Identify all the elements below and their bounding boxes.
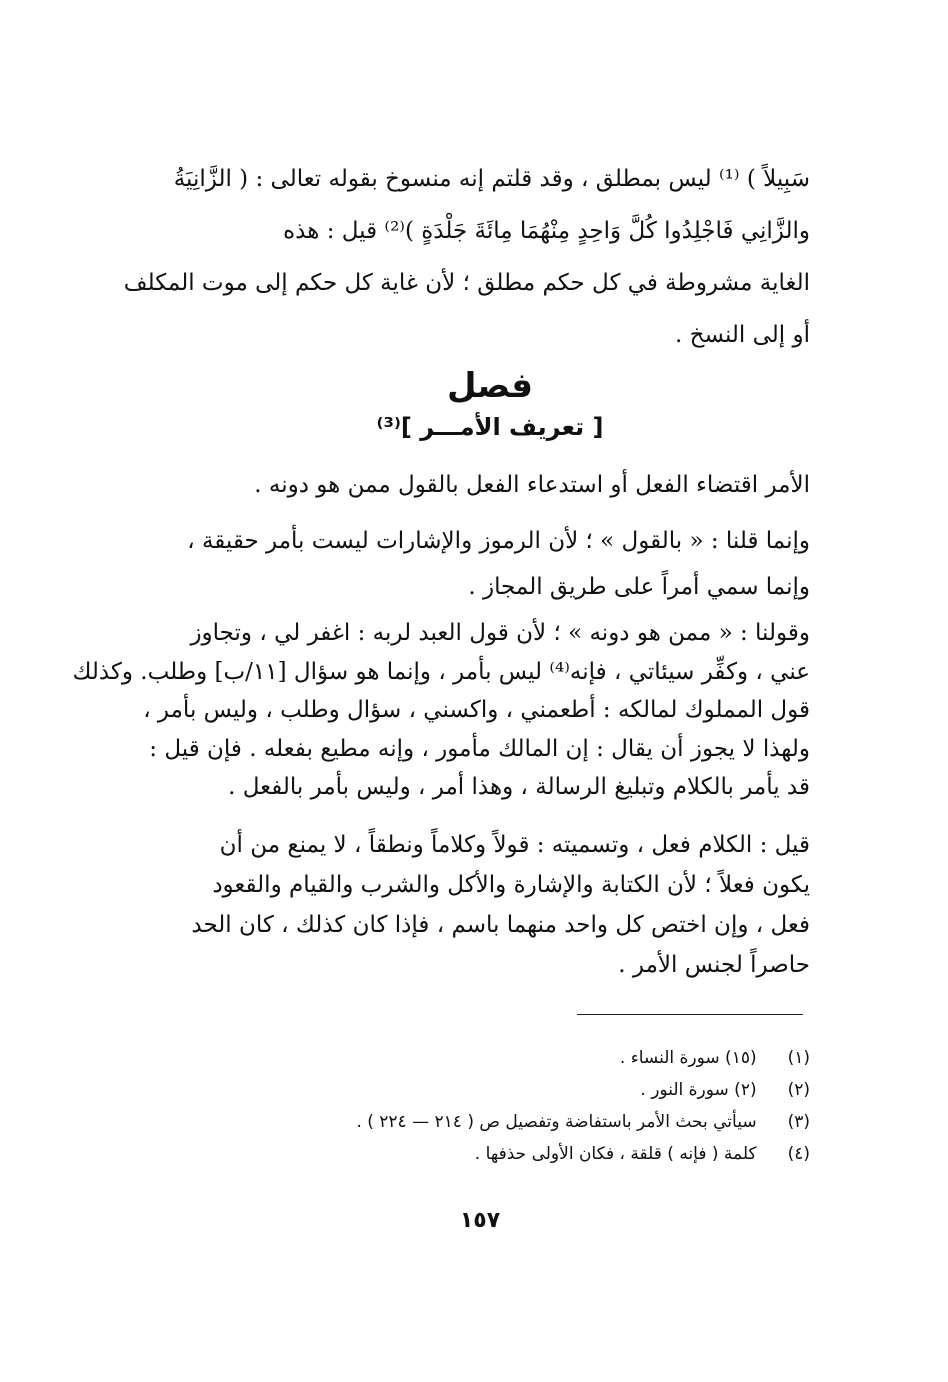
paragraph-inferior [72, 620, 810, 815]
footnotes [170, 1046, 810, 1174]
paragraph-definition [170, 474, 810, 524]
text-line: وإنما سمي أمراً على طريق المجاز . [468, 574, 810, 600]
text-line: قيل : الكلام فعل ، وتسميته : قولاً وكلاماً ونطقاً ، لا يمنع من أن [219, 832, 810, 858]
section-subtitle: [ تعريف الأمـــر ]⁽³⁾ [376, 413, 604, 441]
footnote-number: (٣) [787, 1112, 810, 1132]
text-line: قد يأمر بالكلام وتبليغ الرسالة ، وهذا أمر ، وليس بأمر بالفعل . [228, 774, 810, 800]
footnote-text: (٢) سورة النور . [640, 1080, 757, 1100]
text-line: يكون فعلاً ؛ لأن الكتابة والإشارة والأكل والشرب والقيام والقعود [212, 872, 810, 898]
footnote-text: (١٥) سورة النساء . [619, 1048, 757, 1068]
footnote-text: سيأتي بحث الأمر باستفاضة وتفصيل ص ( ٢١٤ — ٢٢٤ ) . [356, 1112, 757, 1132]
footnote-number: (١) [787, 1048, 810, 1068]
paragraph-speech-is-act [170, 834, 810, 994]
text-line: قول المملوك لمالكه : أطعمني ، واكسني ، سؤال وطلب ، وليس بأمر ، [143, 697, 810, 723]
text-line: حاصراً لجنس الأمر . [618, 952, 810, 978]
intro-paragraph [123, 166, 810, 376]
footnote [170, 1142, 810, 1174]
text-line: سَبِيلاً ) ⁽¹⁾ ليس بمطلق ، وقد قلتم إنه منسوخ بقوله تعالى : ( الزَّانِيَةُ [173, 166, 810, 192]
text-line: فعل ، وإن اختص كل واحد منهما باسم ، فإذا كان كذلك ، كان الحد [191, 912, 810, 938]
text-line: وقولنا : « ممن هو دونه » ؛ لأن قول العبد لربه : اغفر لي ، وتجاوز [190, 620, 810, 646]
text-line: وإنما قلنا : « بالقول » ؛ لأن الرموز والإشارات ليست بأمر حقيقة ، [187, 528, 810, 554]
text-line: ولهذا لا يجوز أن يقال : إن المالك مأمور ، وإنه مطيع بفعله . فإن قيل : [149, 735, 810, 762]
text-line: الأمر اقتضاء الفعل أو استدعاء الفعل بالقول ممن هو دونه . [254, 472, 810, 498]
footnote [170, 1078, 810, 1110]
footnote-number: (٢) [787, 1080, 810, 1100]
page-number: ١٥٧ [459, 1208, 501, 1233]
text-line: والزَّانِي فَاجْلِدُوا كُلَّ وَاحِدٍ مِنْهُمَا مِائَةَ جَلْدَةٍ )⁽²⁾ قيل : هذه [283, 218, 810, 244]
footnote [170, 1046, 810, 1078]
text-line: عني ، وكفِّر سيئاتي ، فإنه⁽⁴⁾ ليس بأمر ، وإنما هو سؤال [١١/ب] وطلب. وكذلك [72, 658, 810, 685]
paragraph-by-speech [170, 530, 810, 622]
footnote-divider [577, 1014, 803, 1015]
text-line: الغاية مشروطة في كل حكم مطلق ؛ لأن غاية كل حكم إلى موت المكلف [123, 270, 810, 296]
section-title: فصل [446, 366, 534, 406]
text-line: أو إلى النسخ . [674, 322, 810, 348]
footnote-text: كلمة ( فإنه ) قلقة ، فكان الأولى حذفها . [474, 1144, 757, 1164]
footnote-number: (٤) [787, 1144, 810, 1164]
footnote [170, 1110, 810, 1142]
